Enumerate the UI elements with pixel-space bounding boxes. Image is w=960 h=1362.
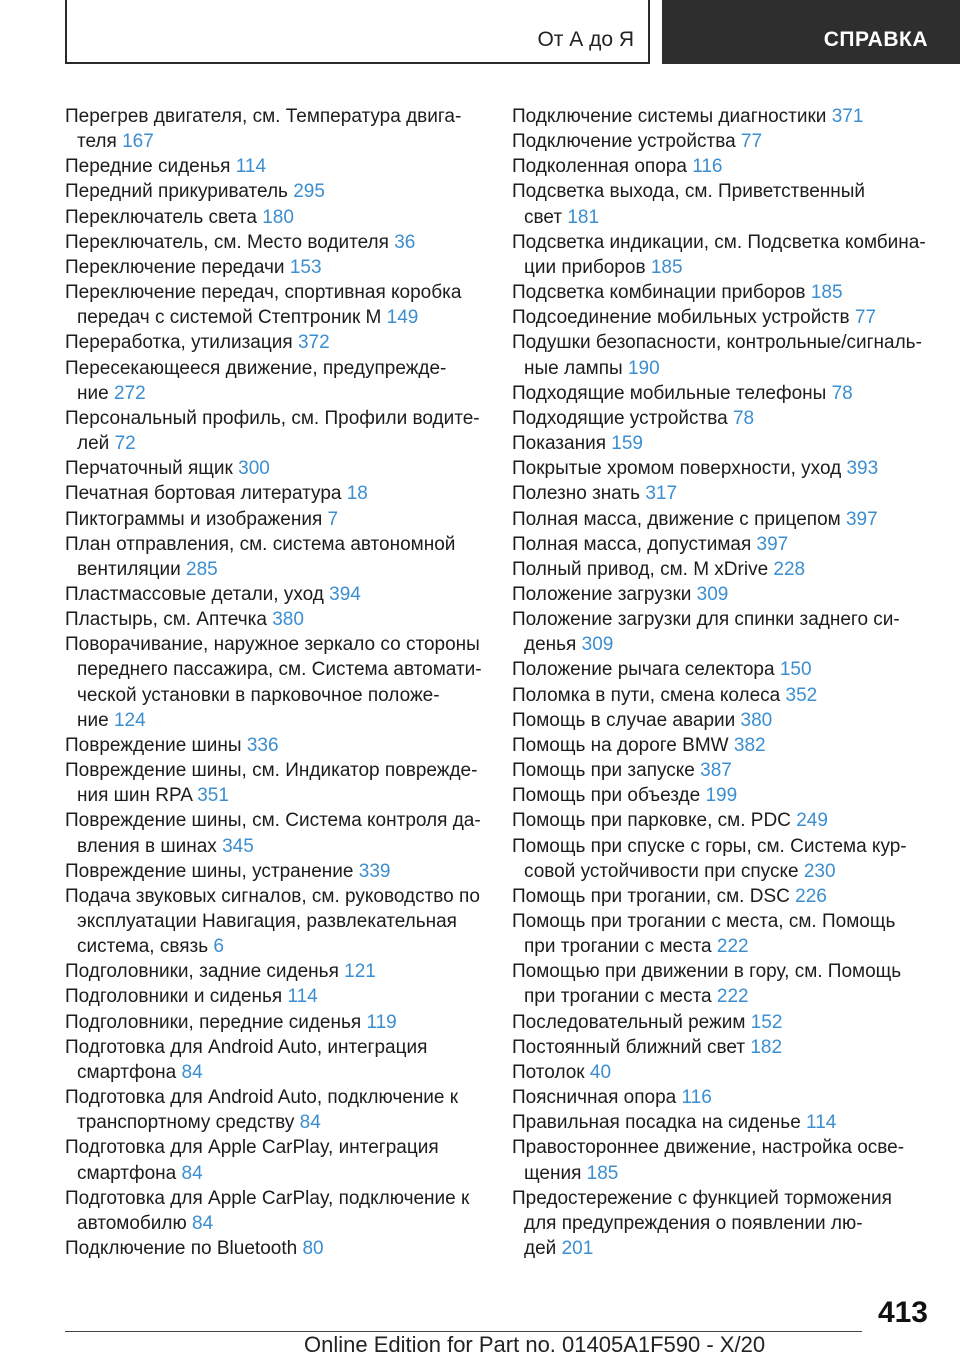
page-link[interactable]: 372 [297, 332, 330, 354]
index-entry-text: Пластмассовые детали, уход [65, 583, 324, 605]
index-entry-text: совой устойчивости при спуске [524, 860, 799, 882]
index-entry-text: Подключение системы диагностики [512, 106, 827, 127]
index-entry [512, 783, 932, 808]
index-entry-text: ческой установки в парковочное положе‐ [77, 684, 440, 706]
page-link[interactable]: 249 [796, 810, 828, 832]
index-entry-text: Последовательный режим [512, 1011, 746, 1033]
index-entry [512, 1186, 932, 1261]
page-link[interactable]: 185 [810, 282, 843, 304]
index-entry-text: смартфона [77, 1061, 177, 1083]
index-entry [512, 230, 932, 280]
index-entry [512, 884, 932, 909]
index-entry-text: ции приборов [524, 256, 646, 278]
index-entry [512, 909, 932, 959]
index-entry-text: теля [77, 131, 117, 153]
page-link[interactable]: 124 [113, 709, 146, 731]
page-link[interactable]: 339 [358, 860, 391, 882]
index-entry [65, 179, 485, 204]
index-entry-text: Перегрев двигателя, см. Температура двига‐ [65, 106, 462, 127]
index-entry [65, 481, 485, 506]
index-entry [65, 1236, 485, 1261]
index-entry [512, 305, 932, 330]
page-link[interactable]: 114 [287, 986, 318, 1008]
index-entry-text: для предупреждения о появлении лю‐ [524, 1212, 863, 1234]
index-entry-text: Подколенная опора [512, 156, 687, 178]
page-link[interactable]: 78 [732, 407, 755, 429]
index-entry [512, 1060, 932, 1085]
index-entry [65, 1085, 485, 1135]
page-link[interactable]: 190 [627, 357, 660, 379]
index-entry-text: Помощь при запуске [512, 760, 695, 782]
index-entry [65, 1186, 485, 1236]
index-entry [512, 280, 932, 305]
index-entry-text: Положение загрузки [512, 583, 692, 605]
index-entry-text: Передние сиденья [65, 156, 231, 178]
page-link[interactable]: 382 [733, 734, 766, 756]
page-link[interactable]: 159 [611, 433, 643, 455]
page-link[interactable]: 380 [740, 709, 773, 731]
index-entry [512, 1035, 932, 1060]
index-entry-text: Переключение передачи [65, 256, 285, 278]
page-link[interactable]: 228 [773, 558, 806, 580]
index-entry [65, 532, 485, 582]
index-entry-text: Пересекающееся движение, предупрежде‐ [65, 357, 447, 379]
index-entry-text: Подголовники, задние сиденья [65, 961, 339, 983]
index-entry [65, 1135, 485, 1185]
index-entry-text: эксплуатации Навигация, развлекательная [77, 911, 457, 932]
index-entry-text: Помощь при парковке, см. PDC [512, 810, 791, 832]
footer-edition: Online Edition for Part no. 01405A1F590 - X/20 [304, 1332, 766, 1357]
page-link[interactable]: 336 [246, 734, 279, 756]
page-link[interactable]: 387 [700, 760, 732, 782]
page-link[interactable]: 185 [650, 256, 683, 278]
index-entry-text: План отправления, см. система автономной [65, 533, 456, 555]
index-entry-text: Переключатель света [65, 206, 257, 228]
index-entry-text: лей [77, 433, 110, 455]
page-link[interactable]: 84 [181, 1162, 203, 1184]
page-link[interactable]: 394 [329, 583, 361, 605]
index-entry-text: Подача звуковых сигналов, см. руководство по [65, 885, 480, 907]
index-entry-text: Подсоединение мобильных устройств [512, 307, 850, 329]
index-entry-text: Помощь на дороге BMW [512, 734, 729, 756]
index-entry-text: передач с системой Стептроник М [77, 307, 382, 329]
page-link[interactable]: 7 [327, 508, 339, 530]
index-entry-text: ния шин RPA [77, 785, 192, 807]
index-entry [65, 280, 485, 330]
index-entry [512, 834, 932, 884]
index-entry [512, 557, 932, 582]
index-entry-text: Повреждение шины, см. Система контроля да‐ [65, 810, 481, 832]
page-link[interactable]: 201 [561, 1238, 594, 1260]
index-entry [512, 808, 932, 833]
index-entry [512, 657, 932, 682]
index-entry-text: при трогании с места [524, 936, 712, 958]
index-entry [512, 582, 932, 607]
index-entry-text: Полная масса, движение с прицепом [512, 508, 841, 530]
index-entry-text: Подготовка для Android Auto, интеграция [65, 1036, 428, 1058]
page-link[interactable]: 84 [299, 1112, 321, 1134]
header-chapter-tab [662, 0, 960, 64]
index-entry-text: Подключение по Bluetooth [65, 1238, 298, 1260]
page-link[interactable]: 77 [740, 131, 763, 153]
index-entry-text: Помощь при спуске с горы, см. Система кур‐ [512, 835, 907, 857]
index-entry [512, 532, 932, 557]
index-entry-text: Передний прикуриватель [65, 181, 288, 203]
index-entry-text: вления в шинах [77, 835, 217, 857]
index-column-right [512, 104, 932, 1261]
index-entry-text: Подсветка комбинации приборов [512, 282, 806, 304]
page-link[interactable]: 152 [750, 1011, 783, 1033]
index-entry [512, 959, 932, 1009]
page-link[interactable]: 352 [785, 684, 818, 706]
page-link[interactable]: 116 [681, 1087, 712, 1109]
page-link[interactable]: 222 [716, 936, 749, 958]
page-link[interactable]: 114 [806, 1112, 837, 1134]
section-label: От А до Я [537, 28, 634, 51]
index-entry [65, 984, 485, 1009]
index-entry-text: Помощь при объезде [512, 785, 701, 807]
index-entry [65, 205, 485, 230]
index-entry-text: Положение рычага селектора [512, 659, 775, 681]
index-entry-text: свет [524, 206, 563, 228]
index-entry-text: Пластырь, см. Аптечка [65, 609, 267, 631]
index-entry-text: ные лампы [524, 357, 623, 379]
index-entry-text: при трогании с места [524, 986, 712, 1008]
index-entry-text: система, связь [77, 936, 209, 958]
page-link[interactable]: 84 [192, 1212, 214, 1234]
index-entry-text: ние [77, 382, 109, 404]
index-entry [512, 708, 932, 733]
page-link[interactable]: 345 [222, 835, 254, 857]
page-link[interactable]: 300 [238, 458, 270, 480]
index-entry-text: Подсветка индикации, см. Подсветка комбина‐ [512, 231, 926, 253]
page-link[interactable]: 153 [289, 256, 322, 278]
index-entry [512, 381, 932, 406]
index-entry-text: Переключение передач, спортивная коробка [65, 282, 462, 304]
index-entry-text: Полный привод, см. M xDrive [512, 558, 769, 580]
page-link[interactable]: 119 [366, 1011, 397, 1033]
index-entry-text: Пиктограммы и изображения [65, 508, 323, 530]
index-entry-text: Подходящие устройства [512, 407, 728, 429]
chapter-label: СПРАВКА [823, 28, 928, 51]
index-entry-text: Переработка, утилизация [65, 332, 293, 354]
page-link[interactable]: 121 [344, 961, 376, 983]
index-entry [512, 683, 932, 708]
page-link[interactable]: 77 [854, 307, 877, 329]
index-entry-text: транспортному средству [77, 1112, 295, 1134]
index-entry-text: автомобилю [77, 1212, 187, 1234]
page-link[interactable]: 114 [235, 156, 267, 178]
index-entry [512, 1010, 932, 1035]
index-entry [65, 1035, 485, 1085]
index-entry [65, 255, 485, 280]
index-entry [65, 859, 485, 884]
index-entry-text: Повреждение шины, см. Индикатор поврежде‐ [65, 760, 478, 782]
index-entry [65, 959, 485, 984]
index-entry-text: Потолок [512, 1061, 585, 1083]
index-entry-text: Подготовка для Apple CarPlay, интеграция [65, 1137, 439, 1159]
index-entry-text: Помощь в случае аварии [512, 709, 736, 731]
index-entry-text: Подходящие мобильные телефоны [512, 382, 827, 404]
index-entry-text: Персональный профиль, см. Профили водите‐ [65, 407, 480, 429]
index-entry [65, 1010, 485, 1035]
index-entry [65, 406, 485, 456]
page-link[interactable]: 397 [756, 533, 789, 555]
index-entry [65, 154, 485, 179]
index-entry [65, 356, 485, 406]
index-entry [512, 154, 932, 179]
index-entry-text: Подключение устройства [512, 131, 736, 153]
index-entry-text: Помощь при трогании, см. DSC [512, 885, 790, 907]
index-entry [512, 607, 932, 657]
page-link[interactable]: 72 [114, 433, 136, 455]
page-link[interactable]: 40 [589, 1061, 612, 1083]
index-entry-text: Полезно знать [512, 483, 641, 505]
index-entry-text: Переключатель, см. Место водителя [65, 231, 389, 253]
index-entry [512, 1085, 932, 1110]
index-entry [512, 1135, 932, 1185]
index-entry [65, 104, 485, 154]
page-link[interactable]: 199 [705, 785, 738, 807]
index-entry-text: смартфона [77, 1162, 177, 1184]
index-entry [65, 330, 485, 355]
index-entry-text: Правостороннее движение, настройка осве‐ [512, 1137, 905, 1159]
index-entry-text: вентиляции [77, 558, 181, 580]
page-link[interactable]: 116 [692, 156, 723, 178]
page-link[interactable]: 397 [845, 508, 878, 530]
page-link[interactable]: 309 [696, 583, 729, 605]
index-entry [512, 758, 932, 783]
index-entry [65, 808, 485, 858]
index-entry-text: переднего пассажира, см. Система автомати‐ [77, 659, 482, 681]
index-entry-text: Подсветка выхода, см. Приветственный [512, 181, 866, 203]
index-entry [65, 507, 485, 532]
index-entry [65, 884, 485, 959]
index-entry [512, 1110, 932, 1135]
page-link[interactable]: 185 [586, 1162, 619, 1184]
index-entry-text: Подголовники, передние сиденья [65, 1011, 362, 1033]
index-entry-text: Повреждение шины, устранение [65, 860, 354, 882]
page-link[interactable]: 226 [795, 885, 827, 907]
page-link[interactable]: 6 [213, 936, 224, 958]
index-entry-text: Подушки безопасности, контрольные/сигналь‐ [512, 332, 922, 354]
index-entry [512, 406, 932, 431]
index-entry [512, 179, 932, 229]
index-entry [512, 431, 932, 456]
page-link[interactable]: 180 [262, 206, 294, 228]
page-link[interactable]: 272 [113, 382, 146, 404]
page-link[interactable]: 222 [716, 986, 749, 1008]
page-link[interactable]: 80 [302, 1238, 324, 1260]
index-entry [65, 456, 485, 481]
index-entry-text: ние [77, 709, 109, 731]
page-link[interactable]: 393 [846, 458, 879, 480]
header-section-tab [65, 0, 650, 64]
index-entry-text: Печатная бортовая литература [65, 483, 342, 505]
index-entry [512, 733, 932, 758]
index-entry [512, 481, 932, 506]
index-entry-text: Подготовка для Apple CarPlay, подключение к [65, 1187, 470, 1209]
page-link[interactable]: 380 [272, 609, 304, 631]
index-entry [512, 456, 932, 481]
page-link[interactable]: 18 [346, 483, 368, 505]
index-entry-text: Покрытые хромом поверхности, уход [512, 458, 842, 480]
page-link[interactable]: 230 [803, 860, 836, 882]
index-entry [65, 733, 485, 758]
index-entry-text: Подголовники и сиденья [65, 986, 283, 1008]
index-entry-text: денья [524, 634, 577, 656]
index-entry-text: Повреждение шины [65, 734, 242, 756]
page-link[interactable]: 78 [831, 382, 853, 404]
index-entry-text: Положение загрузки для спинки заднего си‐ [512, 609, 900, 631]
index-entry-text: щения [524, 1162, 582, 1184]
index-entry [65, 607, 485, 632]
page-link[interactable]: 181 [567, 206, 600, 228]
index-entry-text: Показания [512, 433, 606, 455]
index-entry-text: Поясничная опора [512, 1087, 677, 1109]
page-link[interactable]: 317 [645, 483, 678, 505]
page-link[interactable]: 351 [197, 785, 229, 807]
index-entry-text: дей [524, 1238, 557, 1260]
index-entry [65, 632, 485, 733]
index-entry [65, 230, 485, 255]
index-entry-text: Помощь при трогании с места, см. Помощь [512, 911, 896, 932]
page-link[interactable]: 36 [394, 231, 416, 253]
page-link[interactable]: 309 [581, 634, 614, 656]
page-link[interactable]: 167 [122, 131, 154, 153]
page-link[interactable]: 371 [831, 106, 864, 127]
index-entry-text: Перчаточный ящик [65, 458, 233, 480]
index-entry-text: Правильная посадка на сиденье [512, 1112, 801, 1134]
index-entry-text: Полная масса, допустимая [512, 533, 752, 555]
index-entry [512, 330, 932, 380]
page-number: 413 [877, 1296, 928, 1329]
page-link[interactable]: 182 [750, 1036, 783, 1058]
page-link[interactable]: 84 [181, 1061, 203, 1083]
index-entry [512, 507, 932, 532]
page-link[interactable]: 150 [779, 659, 812, 681]
index-entry [65, 758, 485, 808]
index-entry [512, 129, 932, 154]
page-link[interactable]: 285 [186, 558, 218, 580]
index-entry [65, 582, 485, 607]
page-link[interactable]: 149 [386, 307, 419, 329]
index-entry-text: Подготовка для Android Auto, подключение к [65, 1087, 459, 1109]
index-entry-text: Предостережение с функцией торможения [512, 1187, 892, 1209]
index-entry-text: Постоянный ближний свет [512, 1036, 746, 1058]
index-entry-text: Поломка в пути, смена колеса [512, 684, 781, 706]
page-link[interactable]: 295 [293, 181, 325, 203]
index-column-left [65, 104, 485, 1261]
index-entry-text: Помощью при движении в гору, см. Помощь [512, 961, 902, 983]
index-entry [512, 104, 932, 129]
index-entry-text: Поворачивание, наружное зеркало со стороны [65, 634, 480, 656]
